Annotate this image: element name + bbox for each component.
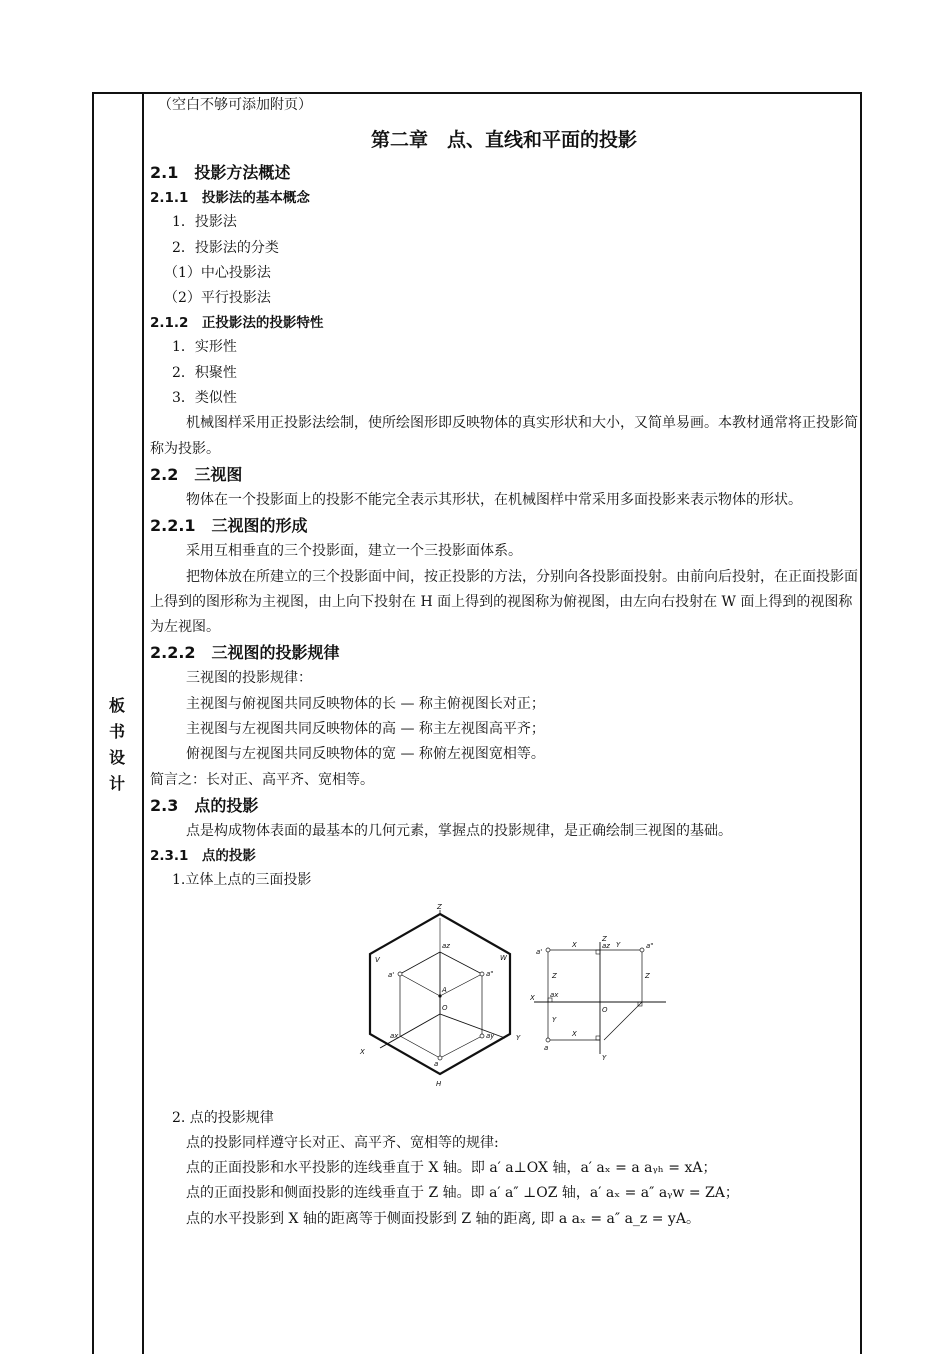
label-x: X	[360, 1047, 365, 1056]
rule-line: 点的正面投影和水平投影的连线垂直于 X 轴。即 a′ a⊥OX 轴，a′ aₓ = a aᵧₕ = xA；	[186, 1160, 717, 1177]
label-ax: ax	[550, 990, 559, 999]
paragraph: 机械图样采用正投影法绘制，使所绘图形即反映物体的真实形状和大小，又简单易画。本教材通常将正投影简称为投影。	[150, 415, 858, 457]
section-2-3-title: 2.3 点的投影	[150, 795, 259, 815]
side-label-char: 板	[108, 696, 125, 715]
board-content	[150, 93, 858, 1232]
section-2-2-title: 2.2 三视图	[150, 464, 243, 484]
label-x: X	[530, 993, 535, 1002]
side-label-char: 书	[108, 722, 125, 741]
label-y: Y	[552, 1015, 557, 1024]
label-origin: O	[602, 1005, 608, 1014]
label-a: a	[434, 1059, 439, 1068]
list-item: （1）中心投影法	[164, 264, 271, 281]
rule-title: 2. 点的投影规律	[172, 1109, 274, 1126]
label-x: X	[572, 1029, 577, 1038]
label-ay: ay	[486, 1031, 495, 1040]
label-z: Z	[552, 971, 557, 980]
unfolded-projection-diagram	[530, 934, 670, 1064]
section-2-1-1-title: 2.1.1 投影法的基本概念	[150, 190, 310, 207]
chapter-title: 第二章 点、直线和平面的投影	[370, 129, 637, 152]
isometric-projection-diagram	[350, 902, 530, 1092]
label-a-double-prime: a"	[486, 969, 494, 978]
label-y: Y	[616, 940, 621, 949]
section-2-2-2-title: 2.2.2 三视图的投影规律	[150, 643, 340, 663]
label-y: Y	[602, 1053, 607, 1062]
rule-line: 主视图与左视图共同反映物体的高 — 称主左视图高平齐；	[186, 721, 545, 738]
list-item: 1．实形性	[172, 339, 237, 356]
list-item: 1．投影法	[172, 214, 237, 231]
label-z: Z	[645, 971, 650, 980]
label-y: Y	[516, 1033, 521, 1042]
list-item: 2．投影法的分类	[172, 239, 279, 256]
appendix-note: （空白不够可添加附页）	[158, 97, 312, 113]
rule-line: 主视图与俯视图共同反映物体的长 — 称主俯视图长对正；	[186, 695, 545, 712]
side-label-char: 设	[108, 748, 125, 767]
paragraph: 点是构成物体表面的最基本的几何元素，掌握点的投影规律，是正确绘制三视图的基础。	[186, 822, 732, 839]
label-z: Z	[602, 934, 607, 943]
list-item: （2）平行投影法	[164, 290, 271, 307]
label-a-double-prime: a"	[646, 941, 654, 950]
summary-line: 简言之：长对正、高平齐、宽相等。	[150, 771, 374, 788]
label-v: V	[375, 955, 380, 964]
paragraph: 采用互相垂直的三个投影面，建立一个三投影面体系。	[186, 543, 522, 560]
section-2-2-1-title: 2.2.1 三视图的形成	[150, 516, 308, 536]
label-az: az	[442, 941, 450, 950]
column-divider	[142, 92, 144, 1354]
rule-line: 点的正面投影和侧面投影的连线垂直于 Z 轴。即 a′ a″ ⊥OZ 轴，a′ aₓ = a″ aᵧw = ZA；	[186, 1185, 739, 1202]
point-projection-figure	[150, 902, 858, 1102]
label-a-prime: a'	[388, 970, 395, 979]
label-origin: O	[442, 1003, 448, 1012]
paragraph: 物体在一个投影面上的投影不能完全表示其形状，在机械图样中常采用多面投影来表示物体的形状。	[186, 491, 802, 508]
label-w: W	[500, 953, 507, 962]
paragraph: 把物体放在所建立的三个投影面中间，按正投影的方法，分别向各投影面投射。由前向后投射，在正面投影面上得到的图形称为主视图，由上向下投射在 H 面上得到的视图称为俯视图，由左向右投射在 W 面上得到的视图称为左视图。	[150, 568, 858, 636]
section-2-1-2-title: 2.1.2 正投影法的投影特性	[150, 315, 324, 332]
rules-intro: 三视图的投影规律：	[186, 670, 312, 687]
label-ax: ax	[390, 1031, 399, 1040]
label-h: H	[436, 1079, 442, 1088]
label-az: az	[602, 941, 610, 950]
rule-line: 点的水平投影到 X 轴的距离等于侧面投影到 Z 轴的距离, 即 a aₓ = a″ a_z = yA。	[186, 1210, 700, 1227]
figure-caption: 1.立体上点的三面投影	[172, 872, 312, 889]
list-item: 2．积聚性	[172, 364, 237, 381]
rule-intro: 点的投影同样遵守长对正、高平齐、宽相等的规律:	[186, 1134, 499, 1151]
list-item: 3．类似性	[172, 390, 237, 407]
label-a: a	[544, 1043, 549, 1052]
label-point-a: A	[442, 985, 447, 994]
side-label-char: 计	[108, 774, 125, 793]
label-x: X	[572, 940, 577, 949]
rule-line: 俯视图与左视图共同反映物体的宽 — 称俯左视图宽相等。	[186, 746, 545, 763]
label-a-prime: a'	[536, 947, 543, 956]
section-2-1-title: 2.1 投影方法概述	[150, 163, 291, 183]
side-label-board-design	[100, 693, 134, 797]
section-2-3-1-title: 2.3.1 点的投影	[150, 848, 256, 865]
label-z: Z	[437, 902, 442, 911]
